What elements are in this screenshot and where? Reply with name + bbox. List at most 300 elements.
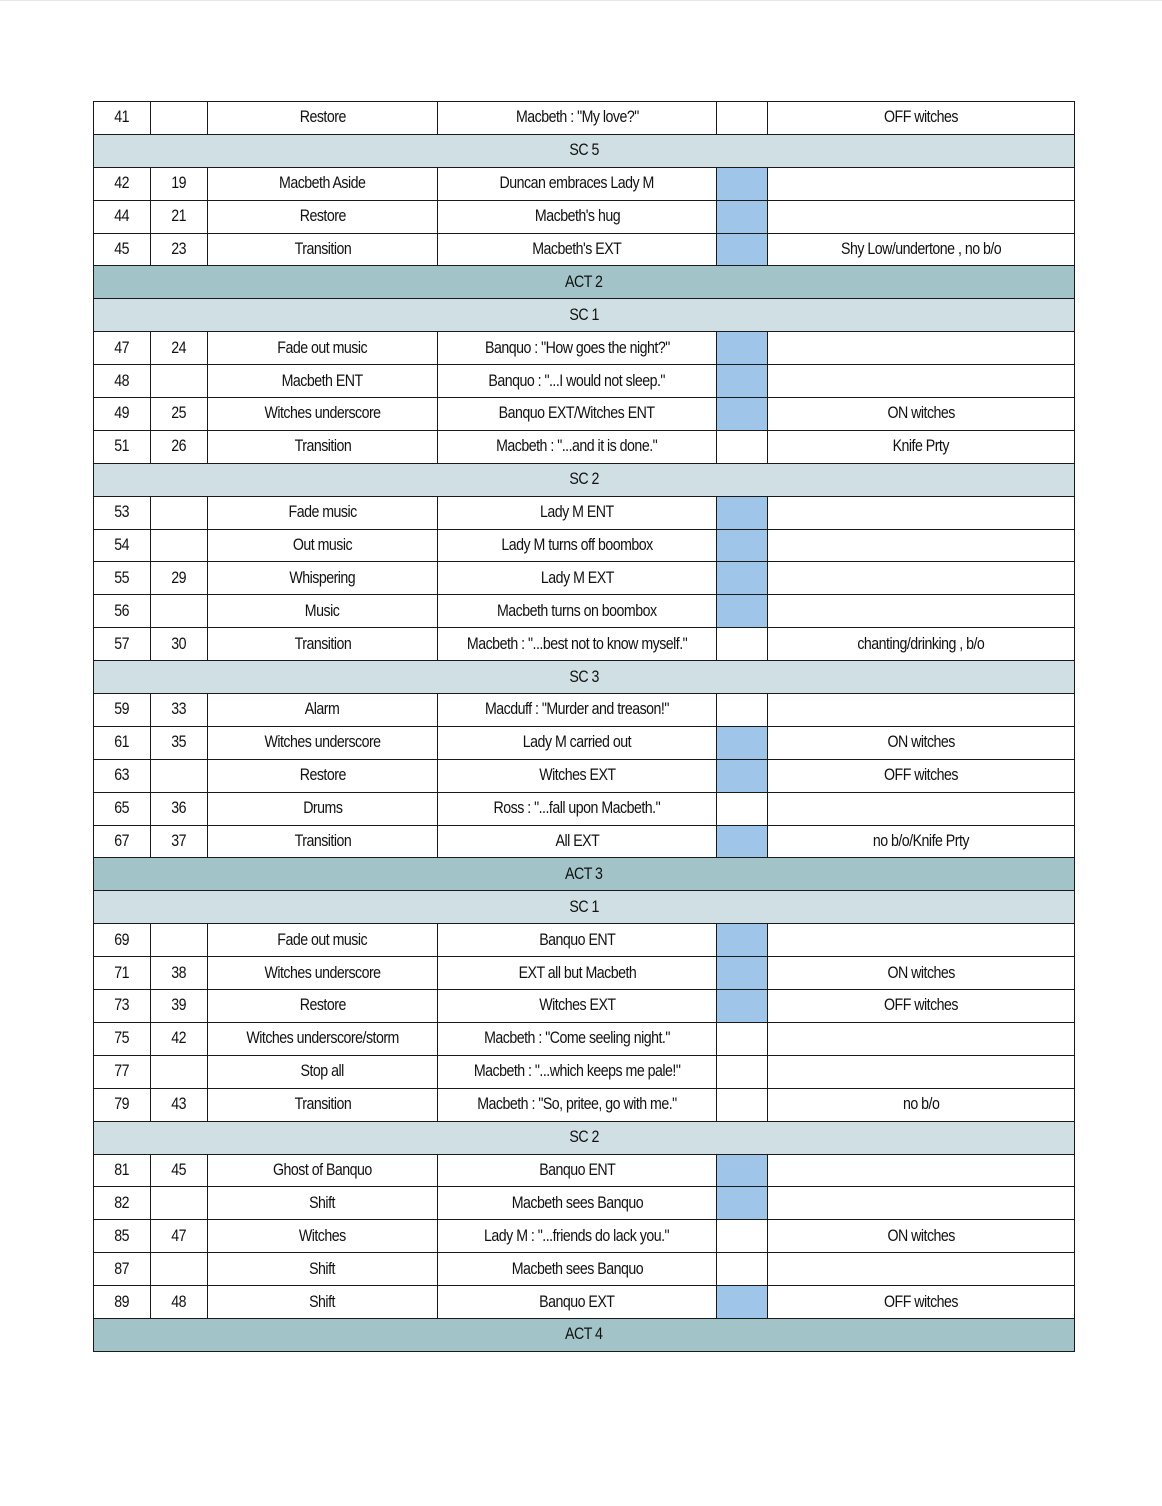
scene-label: SC 2	[569, 1128, 599, 1147]
cue-type-cell	[208, 529, 438, 562]
cue-type-text: Whispering	[289, 568, 356, 587]
cue-trigger-cell	[438, 924, 717, 957]
cue-trigger-cell	[438, 562, 717, 595]
note-cell	[768, 1154, 1075, 1187]
cue-row	[94, 1088, 1075, 1121]
cue-number-text: 53	[114, 503, 130, 522]
cue-trigger-cell	[438, 430, 717, 463]
act-header-row	[94, 1318, 1075, 1351]
cue-row	[94, 332, 1075, 365]
flag-cell	[717, 167, 768, 200]
sequence-number-text: 45	[171, 1160, 187, 1179]
sequence-number-cell	[151, 562, 208, 595]
note-cell	[768, 1187, 1075, 1220]
note-text: ON witches	[887, 963, 955, 982]
flag-cell	[717, 430, 768, 463]
note-cell	[768, 1055, 1075, 1088]
cue-trigger-text: Lady M EXT	[540, 568, 614, 587]
cue-type-cell	[208, 398, 438, 431]
cue-type-cell	[208, 990, 438, 1023]
note-cell	[768, 990, 1075, 1023]
cue-number-text: 51	[114, 437, 130, 456]
cue-type-text: Restore	[299, 996, 346, 1015]
sequence-number-text: 33	[171, 700, 187, 719]
cue-type-cell	[208, 792, 438, 825]
sequence-number-cell	[151, 726, 208, 759]
cue-number-text: 47	[114, 338, 130, 357]
cue-type-cell	[208, 1253, 438, 1286]
cue-type-text: Witches	[299, 1226, 346, 1245]
cue-type-text: Restore	[299, 108, 346, 127]
scene-label: SC 3	[569, 667, 599, 686]
sequence-number-cell	[151, 628, 208, 661]
note-cell	[768, 529, 1075, 562]
cue-type-text: Transition	[294, 634, 351, 653]
cue-trigger-cell	[438, 332, 717, 365]
sequence-number-cell	[151, 233, 208, 266]
sequence-number-text: 43	[171, 1095, 187, 1114]
cue-number-cell	[94, 398, 151, 431]
cue-trigger-text: Macbeth's EXT	[532, 240, 622, 258]
cue-row	[94, 200, 1075, 233]
note-cell	[768, 924, 1075, 957]
cue-trigger-cell	[438, 233, 717, 266]
scene-header-row	[94, 299, 1075, 332]
cue-type-text: Drums	[302, 799, 343, 818]
cue-row	[94, 496, 1075, 529]
sequence-number-cell	[151, 694, 208, 727]
scene-header-cell	[94, 661, 1075, 694]
cue-trigger-text: Banquo ENT	[538, 1160, 616, 1179]
cue-trigger-text: Macbeth : "Come seeling night."	[484, 1029, 670, 1048]
cue-number-cell	[94, 365, 151, 398]
note-cell	[768, 1253, 1075, 1286]
sequence-number-cell	[151, 1154, 208, 1187]
cue-number-text: 77	[114, 1062, 130, 1081]
cue-row	[94, 825, 1075, 858]
cue-type-text: Music	[305, 601, 340, 620]
flag-cell	[717, 1187, 768, 1220]
sequence-number-text: 48	[171, 1292, 187, 1311]
cue-number-text: 71	[114, 963, 130, 982]
cue-number-cell	[94, 1154, 151, 1187]
note-cell	[768, 102, 1075, 135]
page-top-rule	[0, 0, 1162, 1]
note-text: no b/o	[902, 1095, 940, 1114]
sequence-number-text: 30	[171, 634, 187, 653]
cue-trigger-text: Macbeth turns on boombox	[497, 601, 657, 620]
flag-cell	[717, 1088, 768, 1121]
note-cell	[768, 1088, 1075, 1121]
note-text: ON witches	[887, 733, 955, 752]
sequence-number-cell	[151, 792, 208, 825]
flag-cell	[717, 825, 768, 858]
cue-number-text: 75	[114, 1029, 130, 1048]
sequence-number-text: 25	[171, 404, 187, 423]
cue-number-text: 61	[114, 733, 130, 752]
sequence-number-cell	[151, 1253, 208, 1286]
sequence-number-text: 29	[171, 568, 187, 587]
cue-number-cell	[94, 924, 151, 957]
scene-header-cell	[94, 891, 1075, 924]
cue-row	[94, 398, 1075, 431]
cue-trigger-text: Banquo : "How goes the night?"	[484, 338, 670, 357]
scene-header-row	[94, 1121, 1075, 1154]
sequence-number-text: 37	[171, 832, 187, 851]
sequence-number-cell	[151, 759, 208, 792]
cue-row	[94, 1220, 1075, 1253]
cue-row	[94, 726, 1075, 759]
cue-type-text: Out music	[292, 536, 353, 555]
cue-type-cell	[208, 430, 438, 463]
cue-trigger-cell	[438, 990, 717, 1023]
cue-number-text: 55	[114, 568, 130, 587]
cue-type-cell	[208, 562, 438, 595]
cue-number-text: 79	[114, 1095, 130, 1114]
flag-cell	[717, 1055, 768, 1088]
sequence-number-cell	[151, 365, 208, 398]
flag-cell	[717, 332, 768, 365]
sequence-number-cell	[151, 430, 208, 463]
cue-type-text: Transition	[294, 1095, 351, 1114]
cue-trigger-cell	[438, 1055, 717, 1088]
scene-header-row	[94, 134, 1075, 167]
cue-number-text: 87	[114, 1259, 130, 1278]
cue-number-text: 56	[114, 601, 130, 620]
cue-trigger-cell	[438, 398, 717, 431]
sequence-number-cell	[151, 1286, 208, 1319]
cue-type-text: Transition	[294, 832, 351, 851]
sequence-number-text: 24	[171, 338, 187, 357]
cue-sheet-table	[93, 101, 1075, 1352]
sequence-number-text: 39	[171, 996, 187, 1015]
cue-type-cell	[208, 332, 438, 365]
sequence-number-text: 42	[171, 1029, 187, 1048]
cue-type-text: Alarm	[305, 700, 340, 719]
note-cell	[768, 562, 1075, 595]
note-cell	[768, 1022, 1075, 1055]
scene-header-cell	[94, 463, 1075, 496]
scene-header-row	[94, 463, 1075, 496]
sequence-number-cell	[151, 200, 208, 233]
cue-number-cell	[94, 1055, 151, 1088]
cue-trigger-cell	[438, 1088, 717, 1121]
cue-type-text: Transition	[294, 437, 351, 456]
act-label: ACT 4	[565, 1325, 603, 1344]
cue-trigger-cell	[438, 628, 717, 661]
cue-type-cell	[208, 1220, 438, 1253]
flag-cell	[717, 1253, 768, 1286]
cue-type-cell	[208, 1088, 438, 1121]
act-header-cell	[94, 1318, 1075, 1351]
scene-header-cell	[94, 1121, 1075, 1154]
cue-type-cell	[208, 1286, 438, 1319]
flag-cell	[717, 957, 768, 990]
cue-number-cell	[94, 562, 151, 595]
note-text: no b/o/Knife Prty	[872, 832, 970, 851]
flag-cell	[717, 694, 768, 727]
cue-trigger-text: Macbeth sees Banquo	[511, 1193, 643, 1212]
scene-label: SC 1	[569, 305, 599, 324]
cue-number-cell	[94, 529, 151, 562]
flag-cell	[717, 365, 768, 398]
sequence-number-cell	[151, 1220, 208, 1253]
cue-type-cell	[208, 1187, 438, 1220]
cue-trigger-cell	[438, 1187, 717, 1220]
flag-cell	[717, 726, 768, 759]
flag-cell	[717, 1022, 768, 1055]
cue-row	[94, 1286, 1075, 1319]
sequence-number-cell	[151, 332, 208, 365]
note-cell	[768, 957, 1075, 990]
cue-number-cell	[94, 595, 151, 628]
act-header-cell	[94, 858, 1075, 891]
cue-type-text: Shift	[309, 1193, 336, 1212]
cue-trigger-text: Lady M ENT	[540, 503, 614, 522]
cue-row	[94, 990, 1075, 1023]
cue-trigger-cell	[438, 1286, 717, 1319]
flag-cell	[717, 233, 768, 266]
note-cell	[768, 167, 1075, 200]
cue-sheet-body	[94, 102, 1075, 1352]
cue-trigger-cell	[438, 825, 717, 858]
cue-trigger-text: Banquo EXT/Witches ENT	[499, 404, 655, 423]
note-text: ON witches	[887, 1226, 955, 1245]
scene-header-row	[94, 891, 1075, 924]
note-cell	[768, 233, 1075, 266]
cue-type-text: Stop all	[300, 1062, 345, 1081]
cue-type-cell	[208, 957, 438, 990]
cue-trigger-text: Macbeth : "So, pritee, go with me."	[477, 1095, 677, 1114]
cue-type-text: Shift	[309, 1292, 336, 1311]
flag-cell	[717, 595, 768, 628]
cue-number-text: 54	[114, 536, 130, 555]
flag-cell	[717, 398, 768, 431]
flag-cell	[717, 1220, 768, 1253]
cue-number-cell	[94, 1088, 151, 1121]
cue-number-cell	[94, 200, 151, 233]
sequence-number-cell	[151, 924, 208, 957]
cue-row	[94, 1154, 1075, 1187]
sequence-number-cell	[151, 167, 208, 200]
cue-row	[94, 430, 1075, 463]
cue-trigger-text: Banquo ENT	[538, 930, 616, 949]
note-cell	[768, 759, 1075, 792]
note-cell	[768, 792, 1075, 825]
flag-cell	[717, 628, 768, 661]
sequence-number-cell	[151, 1187, 208, 1220]
note-cell	[768, 726, 1075, 759]
cue-trigger-cell	[438, 726, 717, 759]
cue-number-cell	[94, 1022, 151, 1055]
flag-cell	[717, 1154, 768, 1187]
cue-number-cell	[94, 233, 151, 266]
note-text: OFF witches	[884, 996, 958, 1015]
cue-trigger-text: Witches EXT	[538, 996, 616, 1015]
cue-type-text: Macbeth ENT	[281, 371, 364, 390]
scene-label: SC 1	[569, 897, 599, 916]
note-cell	[768, 694, 1075, 727]
cue-type-cell	[208, 825, 438, 858]
note-text: chanting/drinking , b/o	[857, 634, 985, 653]
cue-type-text: Fade out music	[277, 338, 368, 357]
flag-cell	[717, 759, 768, 792]
cue-number-cell	[94, 430, 151, 463]
cue-type-cell	[208, 628, 438, 661]
cue-number-cell	[94, 1253, 151, 1286]
cue-trigger-text: Witches EXT	[538, 766, 616, 785]
cue-type-text: Macbeth Aside	[279, 174, 366, 193]
cue-number-text: 63	[114, 766, 130, 785]
flag-cell	[717, 200, 768, 233]
cue-type-text: Ghost of Banquo	[273, 1160, 372, 1179]
act-header-cell	[94, 266, 1075, 299]
cue-trigger-text: Macbeth : "...best not to know myself."	[466, 634, 688, 653]
sequence-number-cell	[151, 496, 208, 529]
cue-trigger-cell	[438, 529, 717, 562]
cue-number-cell	[94, 957, 151, 990]
sequence-number-text: 36	[171, 799, 187, 818]
cue-type-text: Transition	[294, 240, 351, 258]
note-cell	[768, 628, 1075, 661]
cue-row	[94, 1022, 1075, 1055]
cue-type-cell	[208, 595, 438, 628]
note-cell	[768, 398, 1075, 431]
cue-number-text: 67	[114, 832, 130, 851]
cue-number-cell	[94, 990, 151, 1023]
cue-trigger-text: All EXT	[555, 832, 599, 851]
sequence-number-cell	[151, 1055, 208, 1088]
cue-number-cell	[94, 726, 151, 759]
cue-number-cell	[94, 628, 151, 661]
scene-header-cell	[94, 299, 1075, 332]
sequence-number-cell	[151, 529, 208, 562]
cue-trigger-cell	[438, 365, 717, 398]
cue-trigger-text: Macbeth's hug	[534, 207, 620, 226]
note-text: ON witches	[887, 404, 955, 423]
cue-number-cell	[94, 496, 151, 529]
sequence-number-cell	[151, 595, 208, 628]
cue-type-text: Witches underscore/storm	[246, 1029, 399, 1048]
cue-trigger-text: Ross : "...fall upon Macbeth."	[493, 799, 661, 818]
cue-row	[94, 233, 1075, 266]
cue-number-cell	[94, 759, 151, 792]
act-header-row	[94, 858, 1075, 891]
cue-number-cell	[94, 1220, 151, 1253]
cue-trigger-cell	[438, 496, 717, 529]
cue-type-cell	[208, 924, 438, 957]
cue-type-text: Witches underscore	[264, 963, 381, 982]
cue-number-text: 42	[114, 174, 130, 193]
cue-number-text: 45	[114, 240, 130, 258]
cue-type-text: Restore	[299, 207, 346, 226]
cue-number-text: 82	[114, 1193, 130, 1212]
flag-cell	[717, 792, 768, 825]
cue-number-cell	[94, 792, 151, 825]
cue-type-cell	[208, 167, 438, 200]
sequence-number-text: 21	[171, 207, 187, 226]
sequence-number-cell	[151, 1022, 208, 1055]
flag-cell	[717, 924, 768, 957]
cue-trigger-cell	[438, 102, 717, 135]
cue-trigger-text: Macduff : "Murder and treason!"	[485, 700, 669, 719]
sequence-number-text: 35	[171, 733, 187, 752]
cue-row	[94, 694, 1075, 727]
cue-type-text: Fade out music	[277, 930, 368, 949]
cue-row	[94, 529, 1075, 562]
note-text: OFF witches	[884, 766, 958, 785]
cue-number-text: 57	[114, 634, 130, 653]
cue-number-cell	[94, 332, 151, 365]
cue-type-cell	[208, 496, 438, 529]
cue-trigger-text: Macbeth : "...and it is done."	[496, 437, 658, 456]
cue-trigger-cell	[438, 1022, 717, 1055]
cue-number-cell	[94, 1187, 151, 1220]
cue-number-text: 65	[114, 799, 130, 818]
cue-trigger-text: Lady M carried out	[522, 733, 632, 752]
cue-row	[94, 792, 1075, 825]
cue-trigger-cell	[438, 1220, 717, 1253]
scene-header-cell	[94, 134, 1075, 167]
flag-cell	[717, 990, 768, 1023]
sequence-number-text: 26	[171, 437, 187, 456]
cue-type-text: Shift	[309, 1259, 336, 1278]
note-cell	[768, 332, 1075, 365]
cue-type-cell	[208, 759, 438, 792]
cue-trigger-text: Macbeth : "...which keeps me pale!"	[473, 1062, 681, 1081]
sequence-number-cell	[151, 1088, 208, 1121]
sequence-number-text: 38	[171, 963, 187, 982]
cue-type-cell	[208, 102, 438, 135]
flag-cell	[717, 529, 768, 562]
cue-trigger-cell	[438, 1154, 717, 1187]
cue-number-text: 49	[114, 404, 130, 423]
sequence-number-text: 19	[171, 174, 187, 193]
cue-number-cell	[94, 694, 151, 727]
cue-number-text: 69	[114, 930, 130, 949]
cue-number-cell	[94, 102, 151, 135]
cue-number-text: 59	[114, 700, 130, 719]
note-text: OFF witches	[884, 108, 958, 127]
cue-row	[94, 562, 1075, 595]
cue-row	[94, 365, 1075, 398]
flag-cell	[717, 562, 768, 595]
cue-type-cell	[208, 200, 438, 233]
cue-row	[94, 924, 1075, 957]
note-text: OFF witches	[884, 1292, 958, 1311]
cue-trigger-text: EXT all but Macbeth	[518, 963, 636, 982]
cue-trigger-cell	[438, 957, 717, 990]
cue-type-cell	[208, 365, 438, 398]
cue-trigger-text: Duncan embraces Lady M	[499, 174, 655, 193]
act-header-row	[94, 266, 1075, 299]
cue-trigger-text: Banquo : "...I would not sleep."	[488, 371, 666, 390]
cue-number-text: 44	[114, 207, 130, 226]
cue-number-cell	[94, 825, 151, 858]
cue-type-cell	[208, 233, 438, 266]
note-cell	[768, 430, 1075, 463]
cue-type-text: Witches underscore	[264, 733, 381, 752]
sequence-number-cell	[151, 825, 208, 858]
cue-row	[94, 957, 1075, 990]
cue-trigger-text: Lady M : "...friends do lack you."	[484, 1226, 670, 1245]
cue-row	[94, 1055, 1075, 1088]
note-text: Knife Prty	[892, 437, 950, 456]
cue-trigger-cell	[438, 759, 717, 792]
sequence-number-cell	[151, 990, 208, 1023]
sequence-number-text: 23	[171, 240, 187, 258]
cue-number-text: 41	[114, 108, 130, 127]
